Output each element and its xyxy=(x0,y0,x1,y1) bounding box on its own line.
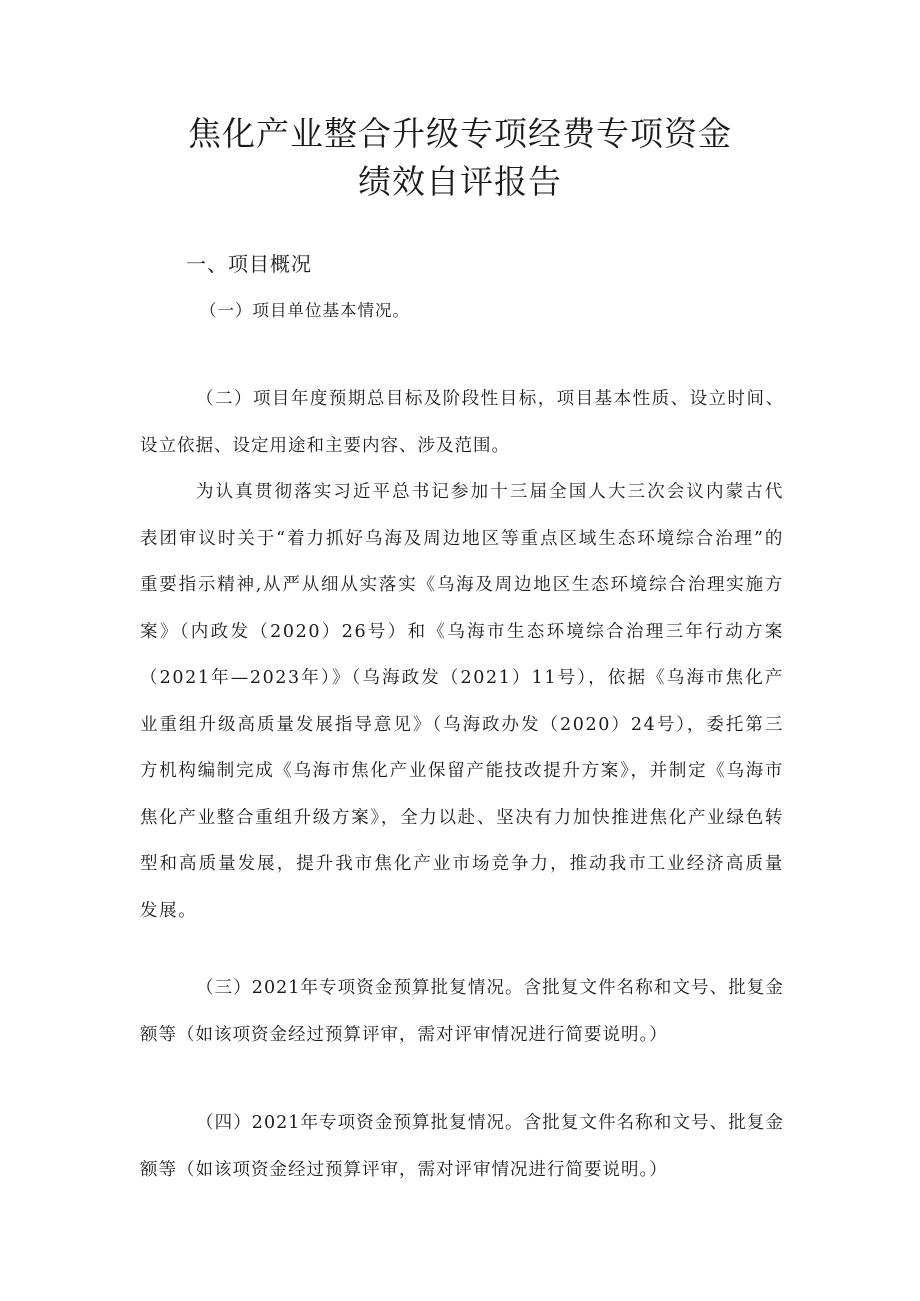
document-title-line-2: 绩效自评报告 xyxy=(358,162,562,201)
subsection-budget-approval-3: （三）2021年专项资金预算批复情况。含批复文件名称和文号、批复金额等（如该项资金经过预算评审，需对评审情况进行简要说明。） xyxy=(140,978,784,1045)
subsection-budget-approval-4: （四）2021年专项资金预算批复情况。含批复文件名称和文号、批复金额等（如该项资金经过预算评审，需对评审情况进行简要说明。） xyxy=(140,1113,784,1180)
subsection-annual-goals: （二）项目年度预期总目标及阶段性目标，项目基本性质、设立时间、设立依据、设定用途和主要内容、涉及范围。 xyxy=(140,389,784,456)
subsection-unit-basic-info: （一）项目单位基本情况。 xyxy=(200,301,410,320)
body-paragraph: 为认真贯彻落实习近平总书记参加十三届全国人大三次会议内蒙古代表团审议时关于“着力抓好乌海及周边地区等重点区域生态环境综合治理”的重要指示精神,从严从细从实落实《乌海及周边地区生态环境综合治理实施方案》（内政发（2020）26号）和《乌海市生态环境综合治理三年行动方案（2021年—2023年）》（乌海政发（2021）11号），依据《乌海市焦化产业重组升级高质量发展指导意见》（乌海政办发（2020）24号），委托第三方机构编制完成《乌海市焦化产业保留产能技改提升方案》，并制定《乌海市焦化产业整合重组升级方案》，全力以赴、坚决有力加快推进焦化产业绿色转型和高质量发展，提升我市焦化产业市场竞争力，推动我市工业经济高质量发展。 xyxy=(140,482,784,921)
section-heading-project-overview: 一、项目概况 xyxy=(186,252,312,276)
document-title-line-1: 焦化产业整合升级专项经费专项资金 xyxy=(188,114,732,153)
